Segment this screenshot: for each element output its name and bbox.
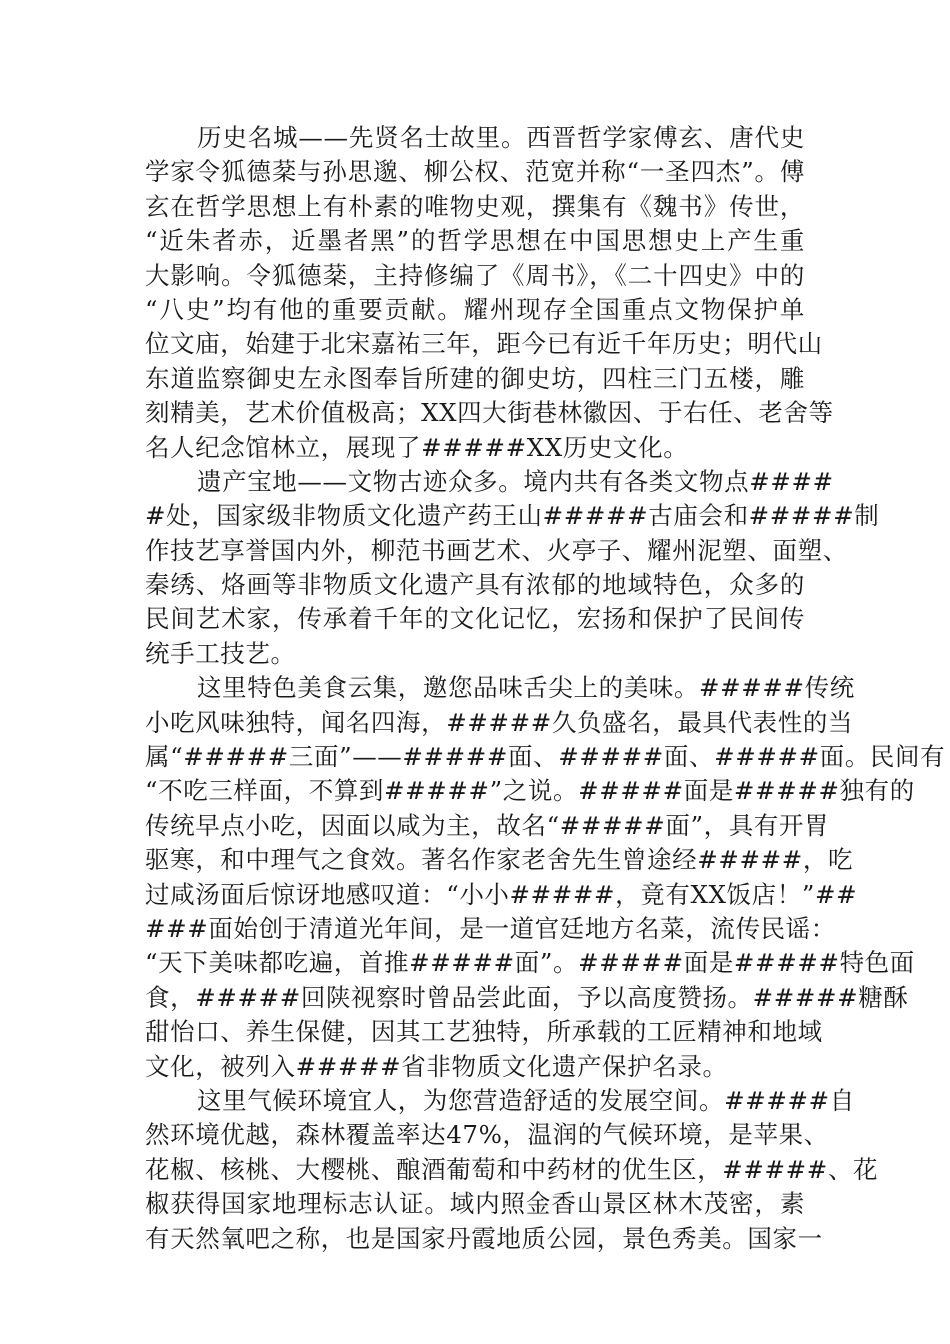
text-line: 文化，被列入#####省非物质文化遗产保护名录。 bbox=[145, 1051, 728, 1081]
text-line: 椒获得国家地理标志认证。域内照金香山景区林木茂密，素 bbox=[145, 1189, 805, 1219]
document-body bbox=[145, 121, 946, 1256]
paragraph bbox=[145, 465, 880, 671]
paragraph bbox=[145, 671, 946, 1084]
text-line: 属“#####三面”——#####面、#####面、#####面。民间有 bbox=[145, 742, 946, 772]
paragraph bbox=[145, 1084, 879, 1256]
text-line: 大影响。令狐德棻，主持修编了《周书》，《二十四史》中的 bbox=[145, 260, 805, 290]
text-line: 这里气候环境宜人，为您营造舒适的发展空间。#####自 bbox=[197, 1085, 855, 1115]
text-line: “八史”均有他的重要贡献。耀州现存全国重点文物保护单 bbox=[145, 294, 805, 324]
text-line: 传统早点小吃，因面以咸为主，故名“#####面”，具有开胃 bbox=[145, 810, 830, 840]
text-line: 花椒、核桃、大樱桃、酿酒葡萄和中药材的优生区，#####、花 bbox=[145, 1154, 879, 1184]
text-line: 遗产宝地——文物古迹众多。境内共有各类文物点#### bbox=[197, 466, 834, 496]
text-line: 甜怡口、养生保健，因其工艺独特，所承载的工匠精神和地域 bbox=[145, 1017, 823, 1047]
text-line: 民间艺术家，传承着千年的文化记忆，宏扬和保护了民间传 bbox=[145, 604, 805, 634]
text-line: “近朱者赤，近墨者黑”的哲学思想在中国思想史上产生重 bbox=[145, 226, 805, 256]
text-line: #处，国家级非物质文化遗产药王山#####古庙会和#####制 bbox=[145, 501, 880, 531]
text-line: 作技艺享誉国内外，柳范书画艺术、火亭子、耀州泥塑、面塑、 bbox=[145, 535, 848, 565]
text-line: 驱寒，和中理气之食效。著名作家老舍先生曾途经#####，吃 bbox=[145, 845, 854, 875]
text-line: “天下美味都吃遍，首推#####面”。#####面是#####特色面 bbox=[145, 948, 915, 978]
text-line: 然环境优越，森林覆盖率达47%，温润的气候环境，是苹果、 bbox=[145, 1120, 829, 1150]
text-line: “不吃三样面，不算到#####”之说。#####面是#####独有的 bbox=[145, 776, 915, 806]
text-line: 过咸汤面后惊讶地感叹道：“小小#####，竟有XX饭店！”## bbox=[145, 879, 858, 909]
text-line: 小吃风味独特，闻名四海，#####久负盛名，最具代表性的当 bbox=[145, 707, 854, 737]
text-line: 刻精美，艺术价值极高；XX四大街巷林徽因、于右任、老舍等 bbox=[145, 398, 834, 428]
text-line: 这里特色美食云集，邀您品味舌尖上的美味。#####传统 bbox=[197, 673, 855, 703]
text-line: 统手工技艺。 bbox=[145, 638, 296, 668]
text-line: 名人纪念馆林立，展现了#####XX历史文化。 bbox=[145, 432, 689, 462]
paragraph bbox=[145, 121, 834, 465]
text-line: ###面始创于清道光年间，是一道官廷地方名菜，流传民谣： bbox=[145, 913, 836, 943]
text-line: 秦绣、烙画等非物质文化遗产具有浓郁的地域特色，众多的 bbox=[145, 570, 805, 600]
text-line: 有天然氧吧之称，也是国家丹霞地质公园，景色秀美。国家一 bbox=[145, 1223, 823, 1253]
text-line: 东道监察御史左永图奉旨所建的御史坊，四柱三门五楼，雕 bbox=[145, 363, 805, 393]
text-line: 学家令狐德棻与孙思邈、柳公权、范宽并称“一圣四杰”。傅 bbox=[145, 157, 805, 187]
text-line: 位文庙，始建于北宋嘉祐三年，距今已有近千年历史；明代山 bbox=[145, 329, 823, 359]
text-line: 历史名城——先贤名士故里。西晋哲学家傅玄、唐代史 bbox=[197, 123, 805, 152]
text-line: 玄在哲学思想上有朴素的唯物史观，撰集有《魏书》传世， bbox=[145, 191, 805, 221]
text-line: 食，#####回陕视察时曾品尝此面，予以高度赞扬。#####糖酥 bbox=[145, 982, 909, 1012]
